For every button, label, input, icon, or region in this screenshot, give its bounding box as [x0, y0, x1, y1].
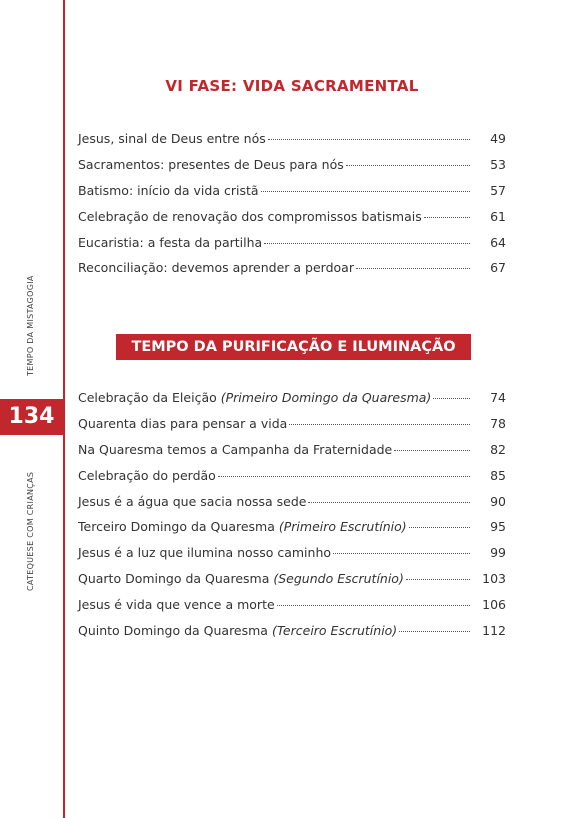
section-title-vida-sacramental: VI FASE: VIDA SACRAMENTAL — [165, 77, 419, 95]
toc-entry-page: 49 — [490, 131, 506, 146]
page-number: 134 — [0, 399, 63, 435]
toc-entry-title-text: Quarto Domingo da Quaresma — [78, 571, 274, 587]
running-head-book: CATEQUESE COM CRIANÇAS — [26, 471, 35, 591]
toc-entry-title — [78, 235, 262, 250]
toc-entry-title — [78, 390, 431, 405]
toc-entry-title-text: Quinto Domingo da Quaresma — [78, 623, 272, 639]
dot-leader — [406, 579, 470, 580]
toc-entry — [78, 416, 506, 442]
dot-leader — [399, 631, 470, 632]
toc-entry-title — [78, 183, 259, 198]
toc-entry-title-text: Na Quaresma temos a Campanha da Fraternidade — [78, 441, 393, 457]
dot-leader — [218, 476, 470, 477]
dot-leader — [277, 605, 470, 606]
toc-entry-title — [78, 494, 306, 509]
toc-entry-title-text: Terceiro Domingo da Quaresma — [78, 519, 279, 535]
toc-entry-title-text: Sacramentos: presentes de Deus para nós — [78, 156, 344, 172]
toc-entry — [78, 183, 506, 209]
toc-entry — [78, 235, 506, 261]
toc-entry-page: 64 — [490, 234, 506, 250]
dot-leader — [333, 553, 470, 554]
toc-entry-title-text: Eucaristia: a festa da partilha — [78, 234, 263, 250]
dot-leader — [433, 398, 470, 399]
dot-leader — [261, 191, 470, 192]
toc-entry-page: 53 — [490, 156, 506, 172]
toc-entry-page: 61 — [490, 208, 506, 224]
toc-entry-title — [78, 597, 275, 612]
toc-entry-page: 103 — [482, 571, 506, 587]
toc-entry-page: 57 — [490, 182, 506, 198]
dot-leader — [346, 165, 470, 166]
toc-entry-title-text: Jesus é vida que vence a morte — [78, 597, 275, 613]
toc-entry — [78, 131, 506, 157]
toc-entry-title-text: Celebração de renovação dos compromissos batismais — [78, 208, 422, 224]
toc-entry — [78, 545, 506, 571]
toc-entry-title — [78, 157, 344, 172]
toc-entry — [78, 390, 506, 416]
toc-entry-title — [78, 468, 216, 483]
toc-entry-title-text: Batismo: início da vida cristã — [78, 182, 259, 198]
toc-entry-title — [78, 623, 397, 638]
toc-entry — [78, 597, 506, 623]
toc-entry — [78, 157, 506, 183]
toc-entry-title — [78, 209, 422, 224]
toc-entry-title-text: Jesus é a luz que ilumina nosso caminho — [78, 545, 332, 561]
toc-entry — [78, 468, 506, 494]
dot-leader — [356, 268, 470, 269]
dot-leader — [424, 217, 470, 218]
dot-leader — [394, 450, 470, 451]
running-head-section: TEMPO DA MISTAGOGIA — [26, 275, 35, 376]
toc-entry-subtitle: (Primeiro Domingo da Quaresma) — [220, 390, 432, 405]
toc-entry-page: 90 — [490, 493, 506, 509]
toc-entry-title-text: Celebração do perdão — [78, 467, 216, 483]
toc-entry-title — [78, 260, 354, 275]
toc-entry-page: 112 — [482, 623, 506, 639]
toc-entry-title-text: Reconciliação: devemos aprender a perdoar — [78, 260, 354, 276]
toc-entry-page: 78 — [490, 415, 506, 431]
toc-entry-page: 67 — [490, 260, 506, 276]
toc-entry-title-text: Jesus é a água que sacia nossa sede — [78, 493, 307, 509]
toc-entry-title-text: Celebração da Eleição — [78, 390, 221, 405]
toc-entry-title — [78, 545, 331, 560]
dot-leader — [308, 502, 470, 503]
toc-entry-page: 82 — [490, 441, 506, 457]
dot-leader — [289, 424, 470, 425]
toc-entry-subtitle: (Terceiro Escrutínio) — [271, 623, 398, 639]
toc-entry-page: 74 — [490, 390, 506, 405]
margin-rule — [63, 0, 65, 818]
toc-list-section-1 — [78, 131, 506, 286]
toc-entry-title — [78, 131, 266, 146]
toc-entry-page: 99 — [490, 545, 506, 561]
toc-entry-subtitle: (Primeiro Escrutínio) — [278, 519, 407, 535]
toc-entry-title-text: Jesus, sinal de Deus entre nós — [78, 131, 266, 146]
toc-entry-page: 106 — [482, 597, 506, 613]
toc-entry — [78, 442, 506, 468]
toc-entry — [78, 260, 506, 286]
toc-entry-title — [78, 416, 287, 431]
dot-leader — [409, 527, 470, 528]
toc-list-section-2 — [78, 390, 506, 649]
toc-entry — [78, 519, 506, 545]
section-banner-purificacao: TEMPO DA PURIFICAÇÃO E ILUMINAÇÃO — [116, 334, 471, 360]
dot-leader — [268, 139, 470, 140]
toc-entry-title — [78, 519, 407, 534]
toc-entry — [78, 209, 506, 235]
toc-entry-page: 95 — [490, 519, 506, 535]
toc-entry-title-text: Quarenta dias para pensar a vida — [78, 415, 288, 431]
toc-entry-title — [78, 442, 392, 457]
toc-entry — [78, 571, 506, 597]
toc-entry — [78, 623, 506, 649]
toc-entry — [78, 494, 506, 520]
toc-entry-page: 85 — [490, 467, 506, 483]
dot-leader — [264, 243, 470, 244]
toc-entry-title — [78, 571, 404, 586]
toc-entry-subtitle: (Segundo Escrutínio) — [273, 571, 404, 587]
